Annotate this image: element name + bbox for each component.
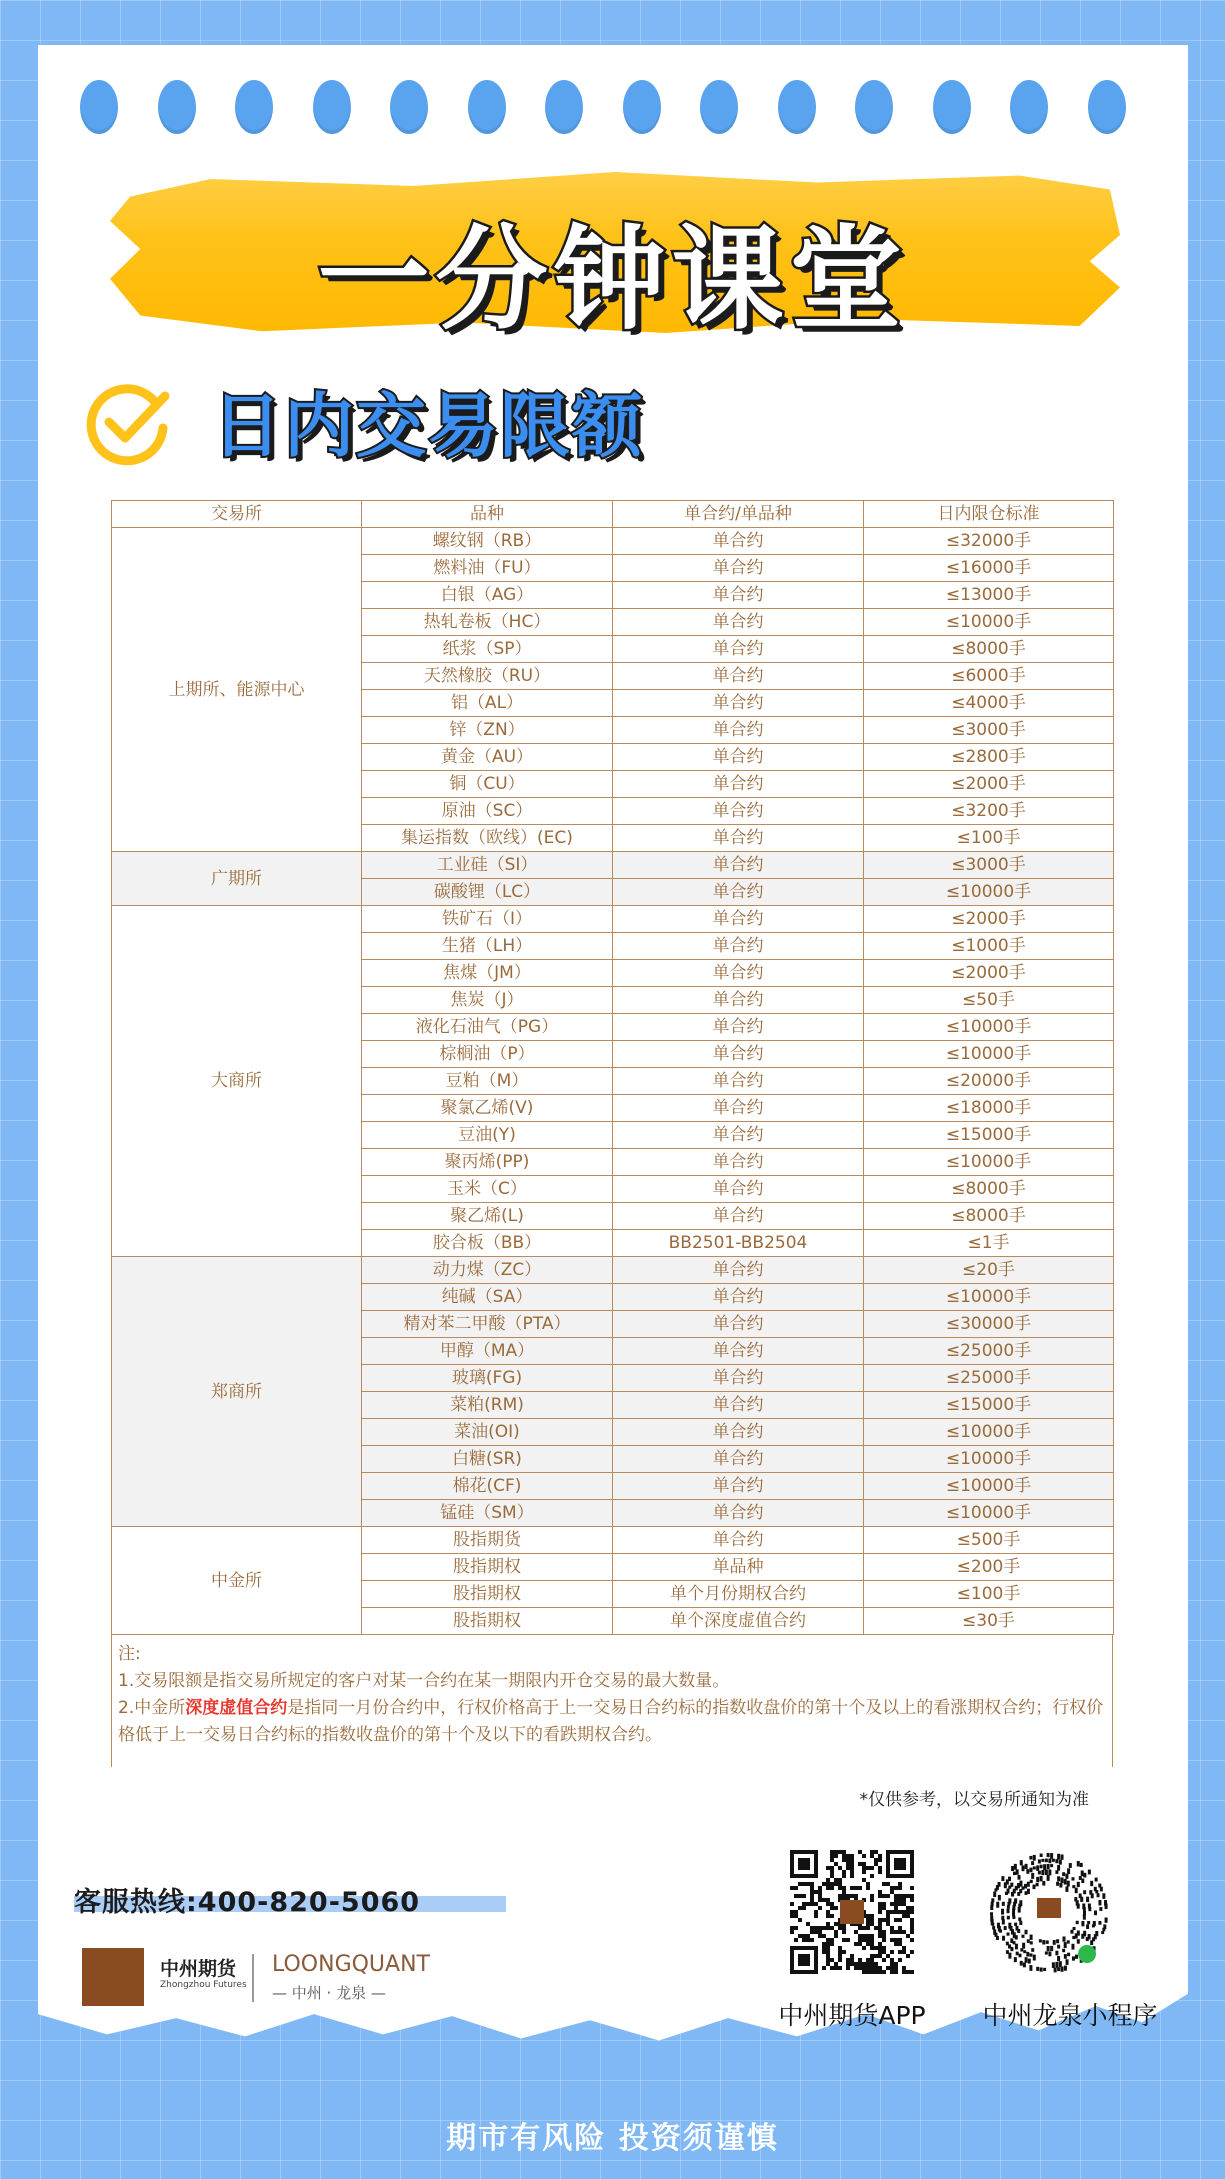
variety-cell: 螺纹钢（RB） xyxy=(362,528,613,555)
scope-cell: 单合约 xyxy=(613,1095,864,1122)
variety-cell: 胶合板（BB） xyxy=(362,1230,613,1257)
limit-cell: ≤50手 xyxy=(864,987,1114,1014)
scope-cell: 单合约 xyxy=(613,1149,864,1176)
variety-cell: 碳酸锂（LC） xyxy=(362,879,613,906)
scope-cell: 单合约 xyxy=(613,852,864,879)
limit-cell: ≤100手 xyxy=(864,1581,1114,1608)
limit-cell: ≤500手 xyxy=(864,1527,1114,1554)
scope-cell: 单合约 xyxy=(613,1041,864,1068)
mini-program-code-icon[interactable] xyxy=(987,1850,1111,1974)
scope-cell: 单合约 xyxy=(613,1122,864,1149)
notes-line-2-rest: 是指同一月份合约中，行权价格高于上一交易日合约标的指数收盘价的第十个及以上的看涨期权合约；行权价格低于上一交易日合约标的指数收盘价的第十个及以下的看跌期权合约。 xyxy=(118,1698,1104,1745)
binder-hole xyxy=(1088,80,1126,134)
exchange-cell: 大商所 xyxy=(112,906,362,1257)
notes-line-2 xyxy=(118,1695,1106,1749)
variety-cell: 股指期权 xyxy=(362,1581,613,1608)
limit-cell: ≤1手 xyxy=(864,1230,1114,1257)
binder-hole xyxy=(468,80,506,134)
variety-cell: 天然橡胶（RU） xyxy=(362,663,613,690)
scope-cell: 单合约 xyxy=(613,744,864,771)
binder-hole xyxy=(623,80,661,134)
notes-highlight: 深度虚值合约 xyxy=(185,1698,288,1718)
table-row xyxy=(112,906,1114,933)
scope-cell: 单合约 xyxy=(613,1014,864,1041)
checkmark-circle-icon xyxy=(85,380,171,466)
variety-cell: 燃料油（FU） xyxy=(362,555,613,582)
limit-cell: ≤1000手 xyxy=(864,933,1114,960)
scope-cell: 单合约 xyxy=(613,1311,864,1338)
variety-cell: 棉花(CF) xyxy=(362,1473,613,1500)
table-notes xyxy=(111,1635,1113,1767)
risk-warning-footer: 期市有风险 投资须谨慎 xyxy=(446,2121,779,2156)
limit-cell: ≤10000手 xyxy=(864,1149,1114,1176)
scope-cell: 单合约 xyxy=(613,825,864,852)
notes-title: 注: xyxy=(118,1644,141,1664)
qr-code-icon[interactable] xyxy=(790,1850,914,1974)
limit-cell: ≤10000手 xyxy=(864,879,1114,906)
scope-cell: 单合约 xyxy=(613,1176,864,1203)
limit-cell: ≤2800手 xyxy=(864,744,1114,771)
limit-cell: ≤200手 xyxy=(864,1554,1114,1581)
limit-cell: ≤10000手 xyxy=(864,1041,1114,1068)
binder-hole xyxy=(855,80,893,134)
scope-cell: 单合约 xyxy=(613,1068,864,1095)
binder-hole xyxy=(778,80,816,134)
scope-cell: 单合约 xyxy=(613,906,864,933)
table-body xyxy=(112,528,1114,1635)
notes-line-1: 1.交易限额是指交易所规定的客户对某一合约在某一期限内开仓交易的最大数量。 xyxy=(118,1671,730,1691)
scope-cell: 单合约 xyxy=(613,1203,864,1230)
qr-label-miniprogram: 中州龙泉小程序 xyxy=(982,2001,1158,2030)
limit-cell: ≤2000手 xyxy=(864,960,1114,987)
binder-hole xyxy=(158,80,196,134)
header-limit: 日内限仓标准 xyxy=(864,501,1114,528)
scope-cell: 单合约 xyxy=(613,960,864,987)
limit-cell: ≤32000手 xyxy=(864,528,1114,555)
limit-table-container xyxy=(111,500,1113,1767)
variety-cell: 生猪（LH） xyxy=(362,933,613,960)
scope-cell: 单合约 xyxy=(613,609,864,636)
variety-cell: 聚丙烯(PP) xyxy=(362,1149,613,1176)
variety-cell: 玉米（C） xyxy=(362,1176,613,1203)
binder-hole xyxy=(933,80,971,134)
zhongzhou-logo-icon xyxy=(82,1948,144,2006)
variety-cell: 聚氯乙烯(V) xyxy=(362,1095,613,1122)
binder-hole xyxy=(1010,80,1048,134)
limit-cell: ≤10000手 xyxy=(864,1500,1114,1527)
variety-cell: 液化石油气（PG） xyxy=(362,1014,613,1041)
table-row xyxy=(112,852,1114,879)
variety-cell: 玻璃(FG) xyxy=(362,1365,613,1392)
scope-cell: 单合约 xyxy=(613,1527,864,1554)
variety-cell: 铝（AL） xyxy=(362,690,613,717)
binder-holes xyxy=(80,80,1150,136)
variety-cell: 菜油(OI) xyxy=(362,1419,613,1446)
header-exchange: 交易所 xyxy=(112,501,362,528)
variety-cell: 股指期货 xyxy=(362,1527,613,1554)
scope-cell: 单个月份期权合约 xyxy=(613,1581,864,1608)
variety-cell: 黄金（AU） xyxy=(362,744,613,771)
scope-cell: 单合约 xyxy=(613,1419,864,1446)
scope-cell: 单合约 xyxy=(613,1392,864,1419)
scope-cell: 单合约 xyxy=(613,1338,864,1365)
limit-cell: ≤25000手 xyxy=(864,1338,1114,1365)
limit-table xyxy=(111,500,1114,1635)
scope-cell: 单合约 xyxy=(613,690,864,717)
variety-cell: 豆粕（M） xyxy=(362,1068,613,1095)
scope-cell: 单合约 xyxy=(613,1284,864,1311)
limit-cell: ≤4000手 xyxy=(864,690,1114,717)
limit-cell: ≤3000手 xyxy=(864,717,1114,744)
limit-cell: ≤15000手 xyxy=(864,1392,1114,1419)
binder-hole xyxy=(80,80,118,134)
limit-cell: ≤100手 xyxy=(864,825,1114,852)
header-variety: 品种 xyxy=(362,501,613,528)
limit-cell: ≤16000手 xyxy=(864,555,1114,582)
scope-cell: BB2501-BB2504 xyxy=(613,1230,864,1257)
variety-cell: 焦炭（J） xyxy=(362,987,613,1014)
limit-cell: ≤30000手 xyxy=(864,1311,1114,1338)
scope-cell: 单合约 xyxy=(613,528,864,555)
scope-cell: 单合约 xyxy=(613,636,864,663)
scope-cell: 单合约 xyxy=(613,1446,864,1473)
variety-cell: 白糖(SR) xyxy=(362,1446,613,1473)
loongquant-brand: LOONGQUANT xyxy=(272,1952,430,1977)
scope-cell: 单合约 xyxy=(613,771,864,798)
variety-cell: 聚乙烯(L) xyxy=(362,1203,613,1230)
variety-cell: 菜粕(RM) xyxy=(362,1392,613,1419)
binder-hole xyxy=(313,80,351,134)
limit-cell: ≤20000手 xyxy=(864,1068,1114,1095)
limit-cell: ≤6000手 xyxy=(864,663,1114,690)
limit-cell: ≤13000手 xyxy=(864,582,1114,609)
variety-cell: 锌（ZN） xyxy=(362,717,613,744)
binder-hole xyxy=(700,80,738,134)
section-subtitle: 日内交易限额 xyxy=(212,385,644,467)
scope-cell: 单合约 xyxy=(613,582,864,609)
variety-cell: 白银（AG） xyxy=(362,582,613,609)
scope-cell: 单合约 xyxy=(613,555,864,582)
table-header-row xyxy=(112,501,1114,528)
exchange-cell: 广期所 xyxy=(112,852,362,906)
variety-cell: 精对苯二甲酸（PTA） xyxy=(362,1311,613,1338)
variety-cell: 股指期权 xyxy=(362,1554,613,1581)
hotline-text: 客服热线:400-820-5060 xyxy=(74,1887,421,1918)
scope-cell: 单合约 xyxy=(613,663,864,690)
header-scope: 单合约/单品种 xyxy=(613,501,864,528)
limit-cell: ≤15000手 xyxy=(864,1122,1114,1149)
variety-cell: 铁矿石（I） xyxy=(362,906,613,933)
scope-cell: 单合约 xyxy=(613,1257,864,1284)
scope-cell: 单合约 xyxy=(613,987,864,1014)
scope-cell: 单品种 xyxy=(613,1554,864,1581)
limit-cell: ≤3000手 xyxy=(864,852,1114,879)
limit-cell: ≤8000手 xyxy=(864,636,1114,663)
limit-cell: ≤18000手 xyxy=(864,1095,1114,1122)
limit-cell: ≤2000手 xyxy=(864,906,1114,933)
table-row xyxy=(112,528,1114,555)
variety-cell: 纸浆（SP） xyxy=(362,636,613,663)
exchange-cell: 中金所 xyxy=(112,1527,362,1635)
variety-cell: 豆油(Y) xyxy=(362,1122,613,1149)
company-logo xyxy=(82,1948,442,2008)
loongquant-sub: — 中州 · 龙泉 — xyxy=(272,1984,386,2002)
limit-cell: ≤25000手 xyxy=(864,1365,1114,1392)
scope-cell: 单合约 xyxy=(613,717,864,744)
limit-cell: ≤3200手 xyxy=(864,798,1114,825)
limit-cell: ≤2000手 xyxy=(864,771,1114,798)
qr-label-app: 中州期货APP xyxy=(778,2001,926,2030)
variety-cell: 工业硅（SI） xyxy=(362,852,613,879)
limit-cell: ≤8000手 xyxy=(864,1176,1114,1203)
scope-cell: 单合约 xyxy=(613,933,864,960)
notes-line-2-prefix: 2.中金所 xyxy=(118,1698,186,1718)
variety-cell: 纯碱（SA） xyxy=(362,1284,613,1311)
logo-divider xyxy=(252,1954,254,2002)
binder-hole xyxy=(545,80,583,134)
scope-cell: 单合约 xyxy=(613,879,864,906)
binder-hole xyxy=(235,80,273,134)
limit-cell: ≤10000手 xyxy=(864,609,1114,636)
limit-cell: ≤10000手 xyxy=(864,1446,1114,1473)
limit-cell: ≤30手 xyxy=(864,1608,1114,1635)
variety-cell: 锰硅（SM） xyxy=(362,1500,613,1527)
exchange-cell: 上期所、能源中心 xyxy=(112,528,362,852)
variety-cell: 焦煤（JM） xyxy=(362,960,613,987)
scope-cell: 单合约 xyxy=(613,798,864,825)
logo-name-en: Zhongzhou Futures xyxy=(160,1980,247,1990)
disclaimer-text: *仅供参考，以交易所通知为准 xyxy=(859,1790,1089,1810)
limit-cell: ≤10000手 xyxy=(864,1473,1114,1500)
scope-cell: 单合约 xyxy=(613,1365,864,1392)
variety-cell: 甲醇（MA） xyxy=(362,1338,613,1365)
limit-cell: ≤8000手 xyxy=(864,1203,1114,1230)
scope-cell: 单合约 xyxy=(613,1473,864,1500)
variety-cell: 动力煤（ZC） xyxy=(362,1257,613,1284)
scope-cell: 单个深度虚值合约 xyxy=(613,1608,864,1635)
scope-cell: 单合约 xyxy=(613,1500,864,1527)
variety-cell: 原油（SC） xyxy=(362,798,613,825)
limit-cell: ≤10000手 xyxy=(864,1419,1114,1446)
page-title: 一分钟课堂 xyxy=(317,215,908,345)
variety-cell: 集运指数（欧线）(EC) xyxy=(362,825,613,852)
table-row xyxy=(112,1257,1114,1284)
table-row xyxy=(112,1527,1114,1554)
variety-cell: 棕榈油（P） xyxy=(362,1041,613,1068)
exchange-cell: 郑商所 xyxy=(112,1257,362,1527)
limit-cell: ≤20手 xyxy=(864,1257,1114,1284)
limit-cell: ≤10000手 xyxy=(864,1014,1114,1041)
binder-hole xyxy=(390,80,428,134)
variety-cell: 铜（CU） xyxy=(362,771,613,798)
variety-cell: 股指期权 xyxy=(362,1608,613,1635)
logo-name-cn: 中州期货 xyxy=(160,1958,237,1980)
limit-cell: ≤10000手 xyxy=(864,1284,1114,1311)
variety-cell: 热轧卷板（HC） xyxy=(362,609,613,636)
